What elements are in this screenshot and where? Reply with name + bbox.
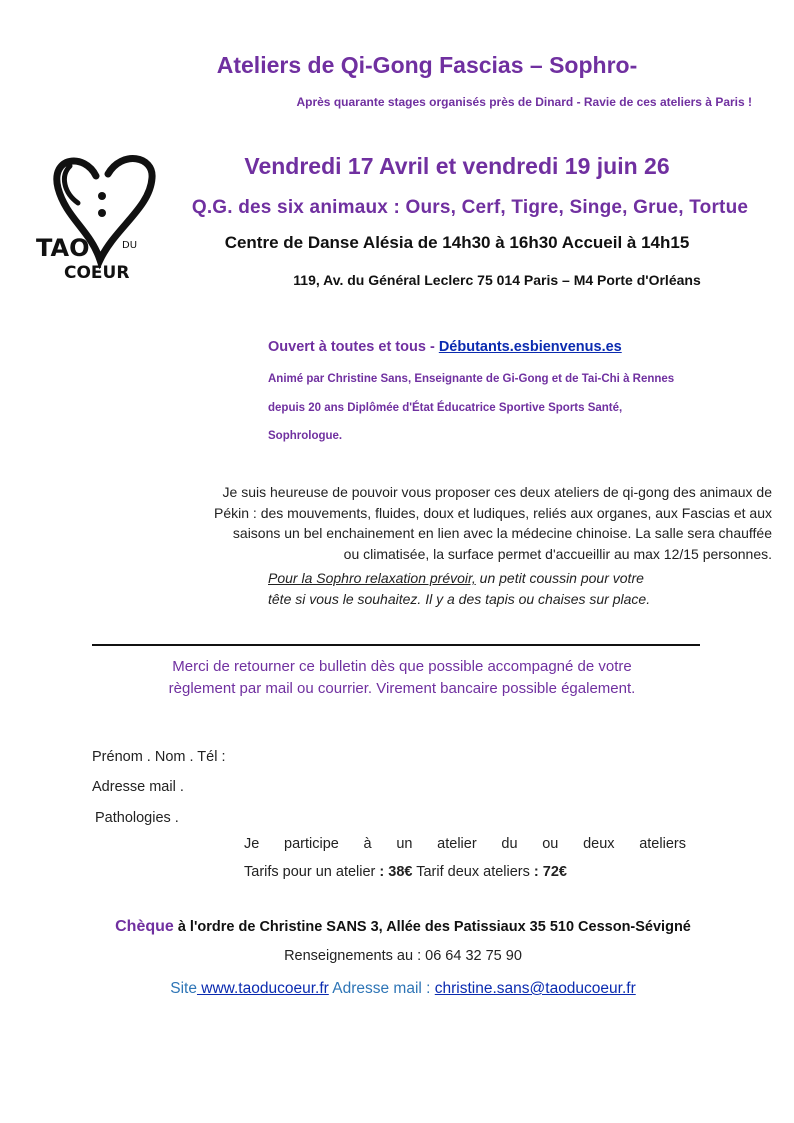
participe-word: atelier (437, 836, 477, 852)
tarif-label-one: Tarifs pour un atelier (244, 864, 380, 880)
merci-line: Merci de retourner ce bulletin dès que possible accompagné de votre (172, 658, 632, 675)
bio-line: Animé par Christine Sans, Enseignante de Gi-Gong et de Tai-Chi à Rennes (268, 373, 675, 385)
contact-links (0, 980, 794, 998)
logo-text-coeur: COEUR (64, 263, 130, 283)
mail-label: Adresse mail : (328, 980, 435, 997)
participe-word: Je (244, 836, 260, 852)
tarif-price-one: : 38€ (379, 864, 413, 880)
cheque-info (0, 918, 794, 936)
name-field[interactable]: Prénom . Nom . Tél : (92, 749, 226, 765)
paragraph-line: saisons un bel enchainement en lien avec la médecine chinoise. La salle sera chauffée (232, 525, 772, 541)
merci-line: règlement par mail ou courrier. Virement bancaire possible également. (168, 679, 636, 697)
participe-word: deux (583, 836, 615, 852)
participe-word: à (363, 836, 372, 852)
description-paragraph (92, 482, 772, 564)
event-dates: Vendredi 17 Avril et vendredi 19 juin 26 (244, 153, 670, 179)
participe-word: ateliers (639, 836, 686, 852)
site-link[interactable]: www.taoducoeur.fr (196, 980, 329, 997)
logo-text-du: DU (122, 240, 138, 251)
return-instructions (92, 656, 712, 699)
beginners-link[interactable]: Débutants.esbienvenus.es (438, 339, 622, 355)
tarif-price-two: : 72€ (533, 864, 567, 880)
bio-line: depuis 20 ans Diplômée d'État Éducatrice Sportive Sports Santé, (268, 401, 623, 414)
sophro-line: tête si vous le souhaitez. Il y a des tapis ou chaises sur place. (268, 590, 651, 607)
tao-du-coeur-logo (30, 148, 160, 284)
page-title: Ateliers de Qi-Gong Fascias – Sophro- (216, 52, 638, 78)
paragraph-line: Pékin : des mouvements, fluides, doux et ludiques, reliés aux organes, aux Fascias et aux (214, 504, 772, 521)
mail-link[interactable]: christine.sans@taoducoeur.fr (434, 980, 636, 997)
tarif-label-two: Tarif deux ateliers (412, 864, 534, 880)
cheque-word: Chèque (115, 918, 174, 935)
divider-line (92, 644, 700, 646)
participe-word: du (501, 836, 518, 852)
event-animals: Q.G. des six animaux : Ours, Cerf, Tigre, Singe, Grue, Tortue (191, 197, 749, 218)
paragraph-line: ou climatisée, la surface permet d'accueillir au max 12/15 personnes. (343, 545, 772, 562)
sophro-underlined: Pour la Sophro relaxation prévoir, (268, 570, 476, 586)
teacher-bio (268, 365, 768, 451)
event-address: 119, Av. du Général Leclerc 75 014 Paris – M4 Porte d'Orléans (293, 272, 701, 288)
contact-phone: Renseignements au : 06 64 32 75 90 (284, 948, 522, 964)
participation-choice[interactable] (244, 836, 686, 852)
page-subtitle: Après quarante stages organisés près de Dinard - Ravie de ces ateliers à Paris ! (296, 95, 752, 109)
pricing (244, 864, 567, 880)
paragraph-line: Je suis heureuse de pouvoir vous proposer ces deux ateliers de qi-gong des animaux de (222, 484, 772, 500)
open-to-all (268, 339, 622, 355)
open-text: Ouvert à toutes et tous - (268, 339, 439, 355)
cheque-address: à l'ordre de Christine SANS 3, Allée des Patissiaux 35 510 Cesson-Sévigné (173, 919, 691, 935)
event-place: Centre de Danse Alésia de 14h30 à 16h30 Accueil à 14h15 (224, 233, 690, 252)
sophro-line (268, 568, 708, 589)
site-label: Site (170, 980, 197, 997)
bio-line: Sophrologue. (268, 430, 343, 442)
participe-word: ou (542, 836, 559, 852)
email-field[interactable]: Adresse mail . (92, 779, 184, 795)
sophro-note (268, 568, 708, 609)
logo-text-tao: TAO (36, 234, 90, 262)
pathologies-field[interactable]: Pathologies . (95, 810, 179, 826)
sophro-rest: un petit coussin pour votre (475, 570, 644, 586)
participe-word: un (396, 836, 413, 852)
participe-word: participe (284, 836, 339, 852)
